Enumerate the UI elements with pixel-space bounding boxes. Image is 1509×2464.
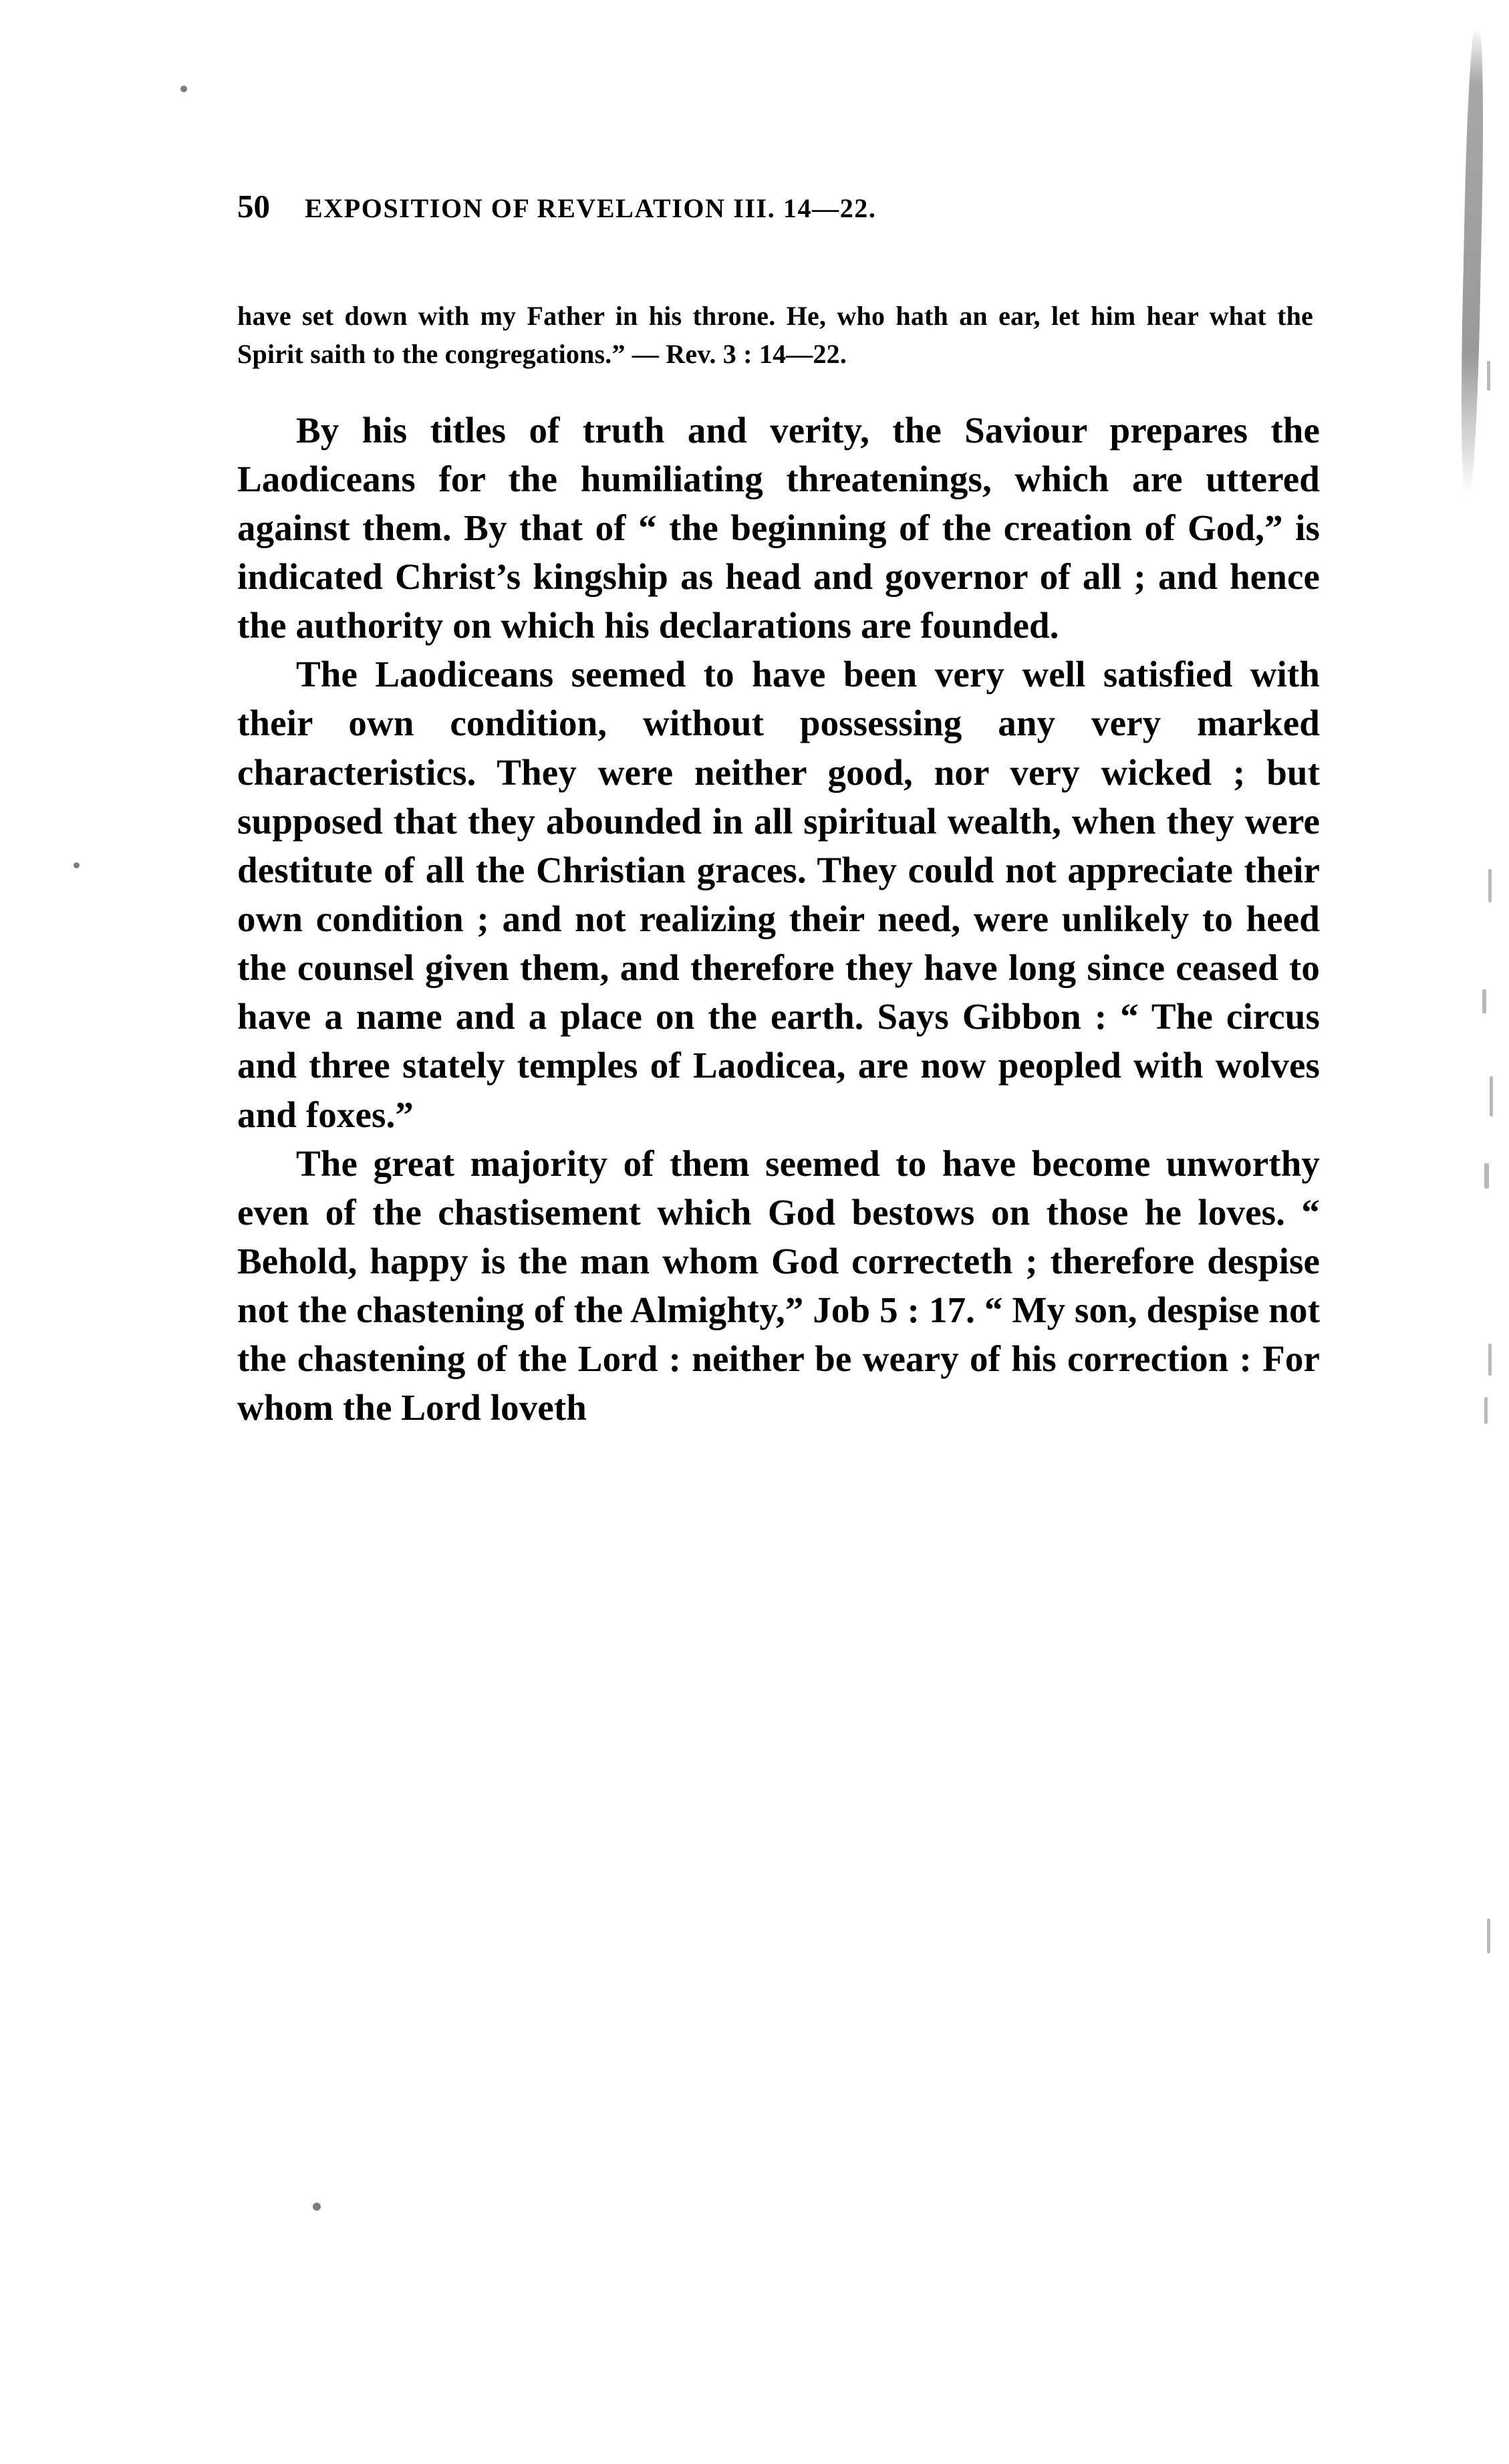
scripture-quotation: have set down with my Father in his throne. He, who hath an ear, let him hear what the Spirit saith to the congregations.” — Rev. 3 : 14—22. (237, 301, 1313, 369)
running-title: EXPOSITION OF REVELATION III. 14—22. (305, 193, 877, 223)
running-head (237, 187, 1347, 225)
page-number: 50 (237, 188, 270, 225)
edge-mark (1488, 1344, 1492, 1376)
edge-mark (1482, 989, 1486, 1013)
body-paragraph: The great majority of them seemed to have become unworthy even of the chastisement which God bestows on those he loves. “ Behold, happy is the man whom God correcteth ; therefore despise not the chastening of the Almighty,” Job 5 : 17. “ My son, despise not the chastening of the Lord : neither be weary of his correction : For whom the Lord loveth (237, 1142, 1320, 1429)
scan-speck (180, 86, 187, 92)
page-curl-shadow (1459, 27, 1486, 495)
edge-mark (1487, 1919, 1490, 1953)
scan-speck (313, 2203, 321, 2211)
body-paragraph: The Laodiceans seemed to have been very well satisfied with their own condition, without possessing any very marked characteristics. They were neither good, nor very wicked ; but supposed that they abounded in all spiritual wealth, when they were destitute of all the Christian graces. They could not appreciate their own condition ; and not realizing their need, were unlikely to heed the counsel given them, and therefore they have long since ceased to have a name and a place on the earth. Says Gibbon : “ The circus and three stately temples of Laodicea, are now peopled with wolves and foxes.” (237, 654, 1320, 1135)
scan-artifacts (1449, 0, 1509, 2464)
edge-mark (1490, 1076, 1493, 1116)
body-paragraph: By his titles of truth and verity, the Saviour prepares the Laodiceans for the humiliating threatenings, which are uttered against them. By that of “ the beginning of the creation of God,” is indicated Christ’s kingship as head and governor of all ; and hence the authority on which his declarations are founded. (237, 409, 1320, 646)
scan-speck (74, 862, 80, 868)
edge-mark (1484, 1397, 1488, 1424)
page-content (237, 187, 1347, 1433)
edge-mark (1488, 869, 1492, 902)
edge-mark (1484, 1163, 1489, 1189)
edge-mark (1487, 361, 1490, 390)
